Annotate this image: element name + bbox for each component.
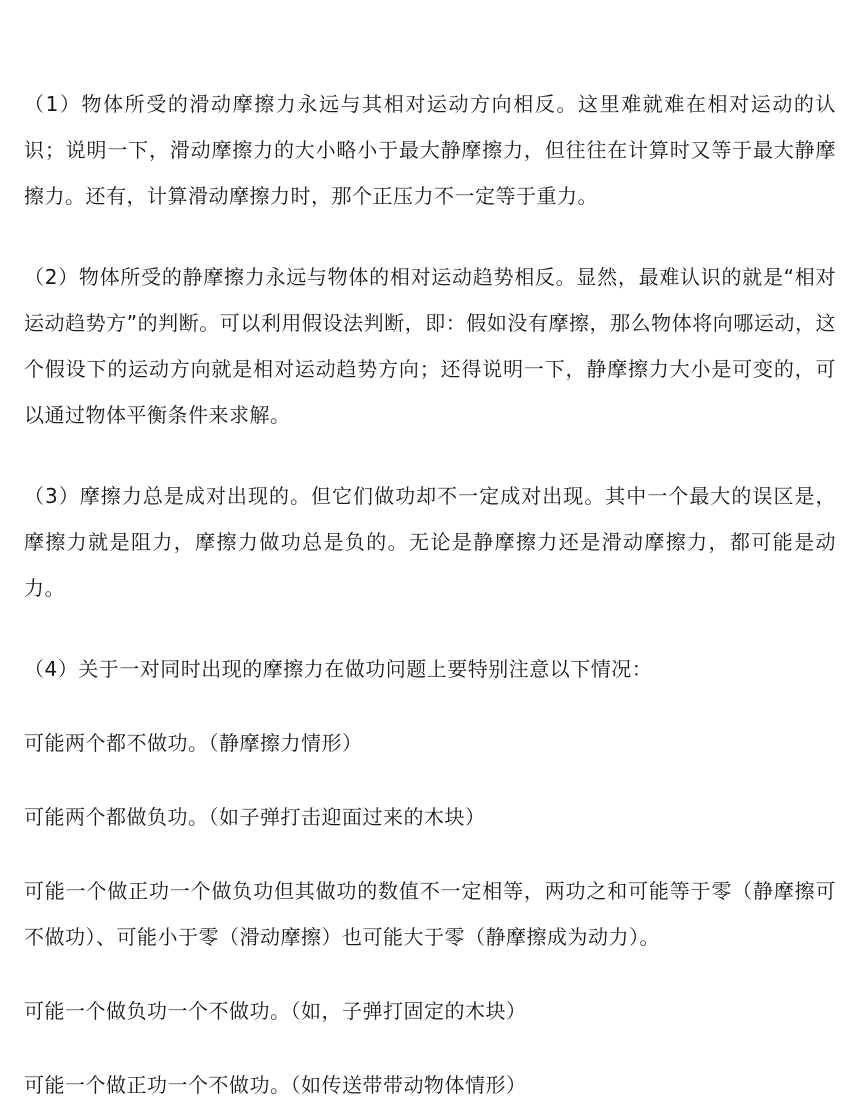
- case-item-2: 可能两个都做负功。（如子弹打击迎面过来的木块）: [24, 805, 486, 829]
- case-item-1: 可能两个都不做功。（静摩擦力情形）: [24, 731, 363, 755]
- case-item-5: 可能一个做正功一个不做功。（如传送带带动物体情形）: [24, 1073, 527, 1097]
- paragraph-2: （2）物体所受的静摩擦力永远与物体的相对运动趋势相反。显然，最难认识的就是“相对运动趋势方”的判断。可以利用假设法判断，即：假如没有摩擦，那么物体将向哪运动，这个假设下的运动方向就是相对运动趋势方向；还得说明一下，静摩擦力大小是可变的，可以通过物体平衡条件来求解。: [24, 265, 836, 427]
- paragraph-3: （3）摩擦力总是成对出现的。但它们做功却不一定成对出现。其中一个最大的误区是，摩擦力就是阻力，摩擦力做功总是负的。无论是静摩擦力还是滑动摩擦力，都可能是动力。: [24, 484, 836, 600]
- paragraph-4: （4）关于一对同时出现的摩擦力在做功问题上要特别注意以下情况：: [24, 657, 653, 681]
- paragraph-1: （1）物体所受的滑动摩擦力永远与其相对运动方向相反。这里难就难在相对运动的认识；说明一下，滑动摩擦力的大小略小于最大静摩擦力，但往往在计算时又等于最大静摩擦力。还有，计算滑动摩擦力时，那个正压力不一定等于重力。: [24, 92, 836, 208]
- case-item-4: 可能一个做负功一个不做功。（如，子弹打固定的木块）: [24, 999, 527, 1023]
- case-item-3: 可能一个做正功一个做负功但其做功的数值不一定相等，两功之和可能等于零（静摩擦可不做功）、可能小于零（滑动摩擦）也可能大于零（静摩擦成为动力）。: [24, 879, 836, 949]
